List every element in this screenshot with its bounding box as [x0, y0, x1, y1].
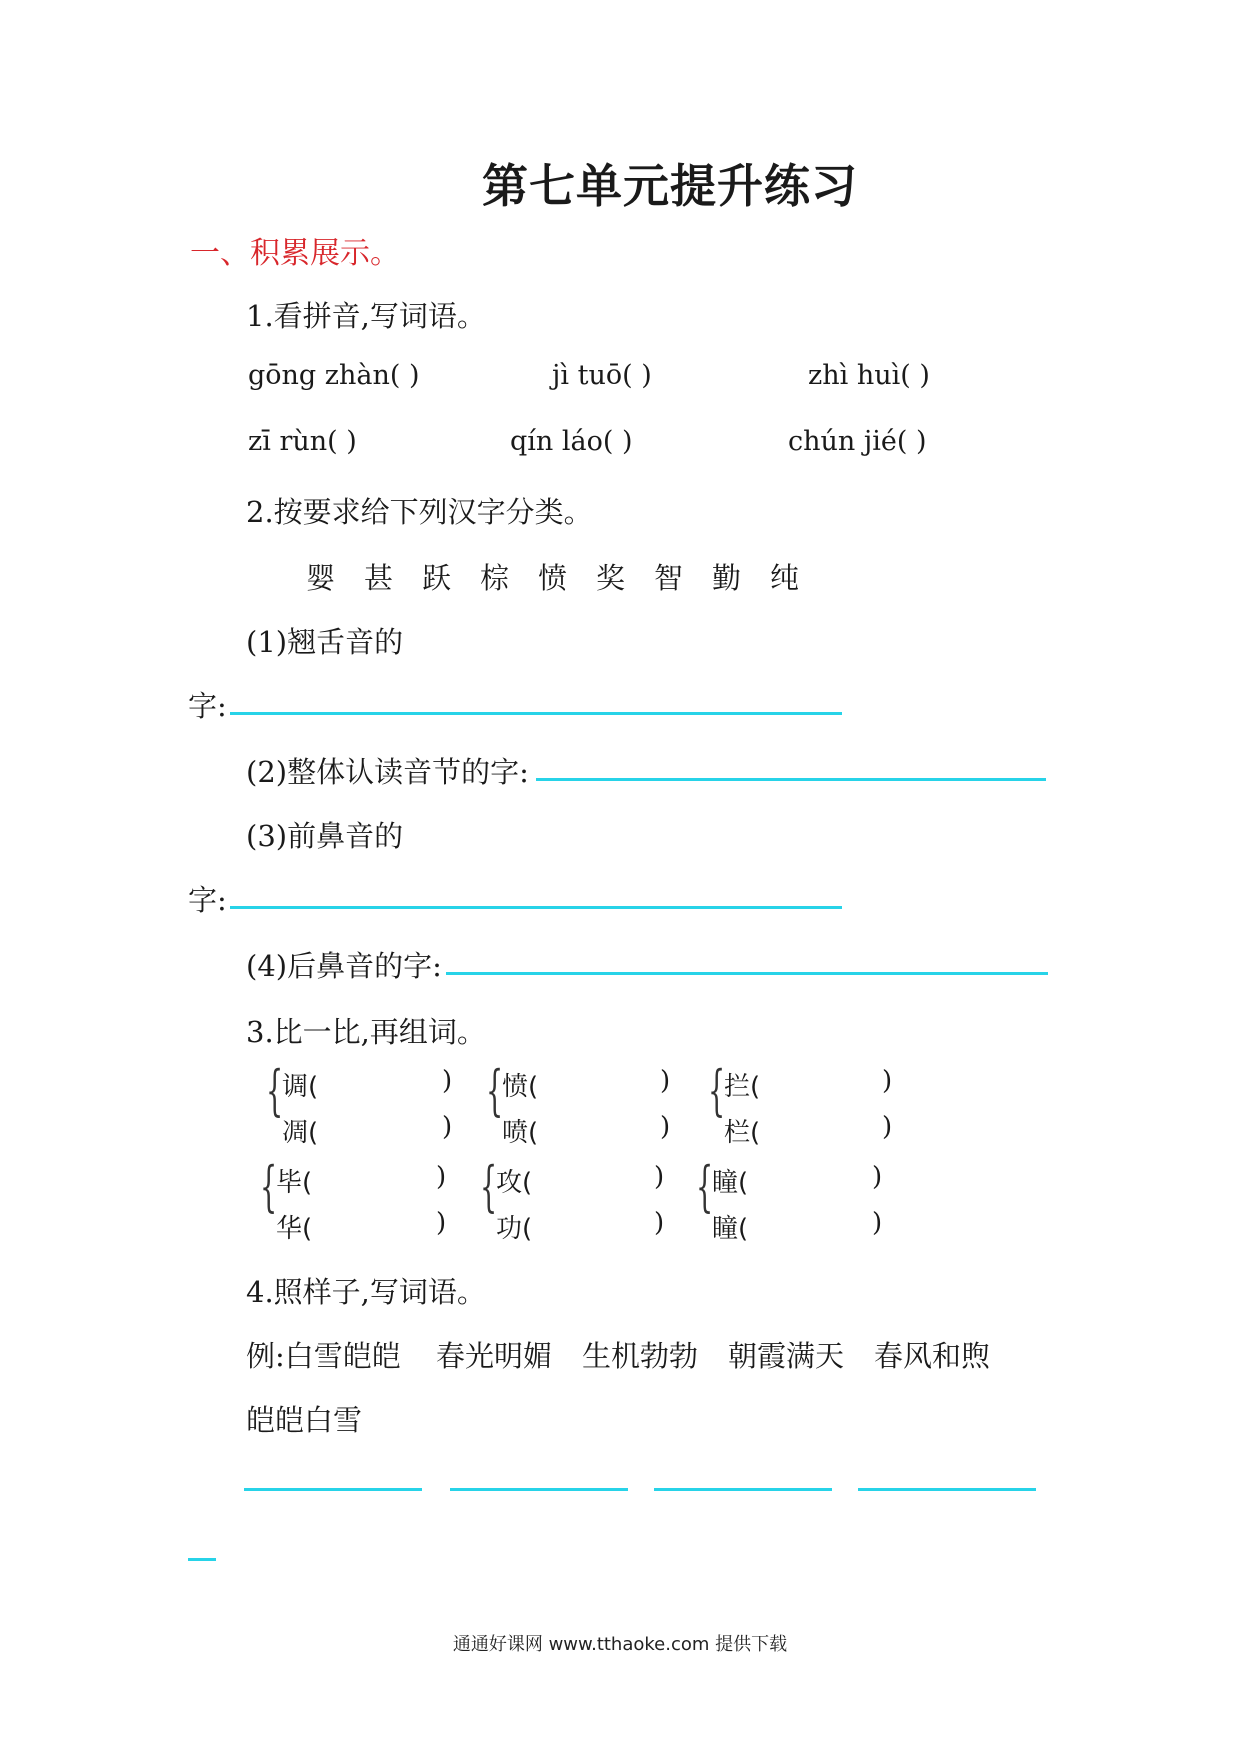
pinyin-item: zhì huì( ): [808, 360, 930, 391]
compare-char-b: 栏(: [724, 1118, 761, 1148]
pinyin-item: zī rùn( ): [248, 426, 357, 457]
q1-label: 1.看拼音,写词语。: [246, 299, 486, 333]
paren-close: ): [882, 1066, 893, 1096]
compare-char-b: 功(: [496, 1214, 533, 1244]
pinyin-item: qín láo( ): [510, 426, 633, 457]
answer-line[interactable]: [244, 1488, 422, 1491]
paren-close: ): [436, 1208, 447, 1238]
paren-close: ): [654, 1162, 665, 1192]
char-item: 棕: [480, 561, 510, 595]
q4-answer: 皑皑白雪: [246, 1403, 363, 1437]
section-heading: 一、积累展示。: [190, 236, 400, 271]
q4-word: 春光明媚: [436, 1339, 553, 1373]
pinyin-item: jì tuō( ): [552, 360, 652, 391]
q4-word: 春风和煦: [874, 1339, 991, 1373]
q4-word: 生机勃勃: [582, 1339, 699, 1373]
paren-close: ): [436, 1162, 447, 1192]
char-item: 勤: [712, 561, 742, 595]
paren-close: ): [660, 1112, 671, 1142]
q2-label: 2.按要求给下列汉字分类。: [246, 495, 593, 529]
answer-line[interactable]: [230, 712, 842, 715]
answer-line[interactable]: [858, 1488, 1036, 1491]
paren-close: ): [872, 1162, 883, 1192]
char-item: 纯: [770, 561, 800, 595]
paren-close: ): [442, 1112, 453, 1142]
paren-close: ): [872, 1208, 883, 1238]
brace-icon: {: [480, 1155, 498, 1218]
paren-close: ): [654, 1208, 665, 1238]
brace-icon: {: [260, 1155, 278, 1218]
compare-char-b: 凋(: [282, 1118, 319, 1148]
paren-close: ): [882, 1112, 893, 1142]
answer-line[interactable]: [654, 1488, 832, 1491]
char-item: 甚: [364, 561, 394, 595]
brace-icon: {: [486, 1059, 504, 1122]
answer-line[interactable]: [536, 778, 1046, 781]
pinyin-item: gōng zhàn( ): [248, 360, 420, 391]
q4-example: 例:白雪皑皑: [246, 1339, 401, 1373]
answer-line[interactable]: [230, 906, 842, 909]
q2-part1-label: (1)翘舌音的: [246, 625, 404, 659]
pinyin-item: chún jié( ): [788, 426, 927, 457]
char-item: 跃: [422, 561, 452, 595]
page-title: 第七单元提升练习: [482, 159, 858, 213]
compare-char-a: 愤(: [502, 1072, 539, 1102]
char-item: 奖: [596, 561, 626, 595]
answer-line[interactable]: [450, 1488, 628, 1491]
char-item: 愤: [538, 561, 568, 595]
compare-char-a: 毕(: [276, 1168, 313, 1198]
q2-part2-label: (2)整体认读音节的字:: [246, 755, 529, 789]
q2-part3-label: (3)前鼻音的: [246, 819, 404, 853]
footer-credit: 通通好课网 www.tthaoke.com 提供下载: [452, 1634, 788, 1655]
q4-label: 4.照样子,写词语。: [246, 1275, 486, 1309]
char-item: 婴: [306, 561, 336, 595]
compare-char-a: 调(: [282, 1072, 319, 1102]
brace-icon: {: [708, 1059, 726, 1122]
paren-close: ): [442, 1066, 453, 1096]
q2-part4-label: (4)后鼻音的字:: [246, 949, 442, 983]
brace-icon: {: [266, 1059, 284, 1122]
compare-char-a: 拦(: [724, 1072, 761, 1102]
answer-line[interactable]: [188, 1558, 216, 1561]
answer-line[interactable]: [446, 972, 1048, 975]
q2-part1-tail: 字:: [188, 689, 227, 723]
q3-label: 3.比一比,再组词。: [246, 1015, 486, 1049]
paren-close: ): [660, 1066, 671, 1096]
q4-word: 朝霞满天: [728, 1339, 845, 1373]
compare-char-b: 华(: [276, 1214, 313, 1244]
brace-icon: {: [696, 1155, 714, 1218]
char-item: 智: [654, 561, 684, 595]
compare-char-b: 瞳(: [712, 1214, 749, 1244]
q2-part3-tail: 字:: [188, 883, 227, 917]
compare-char-a: 瞳(: [712, 1168, 749, 1198]
compare-char-b: 喷(: [502, 1118, 539, 1148]
compare-char-a: 攻(: [496, 1168, 533, 1198]
